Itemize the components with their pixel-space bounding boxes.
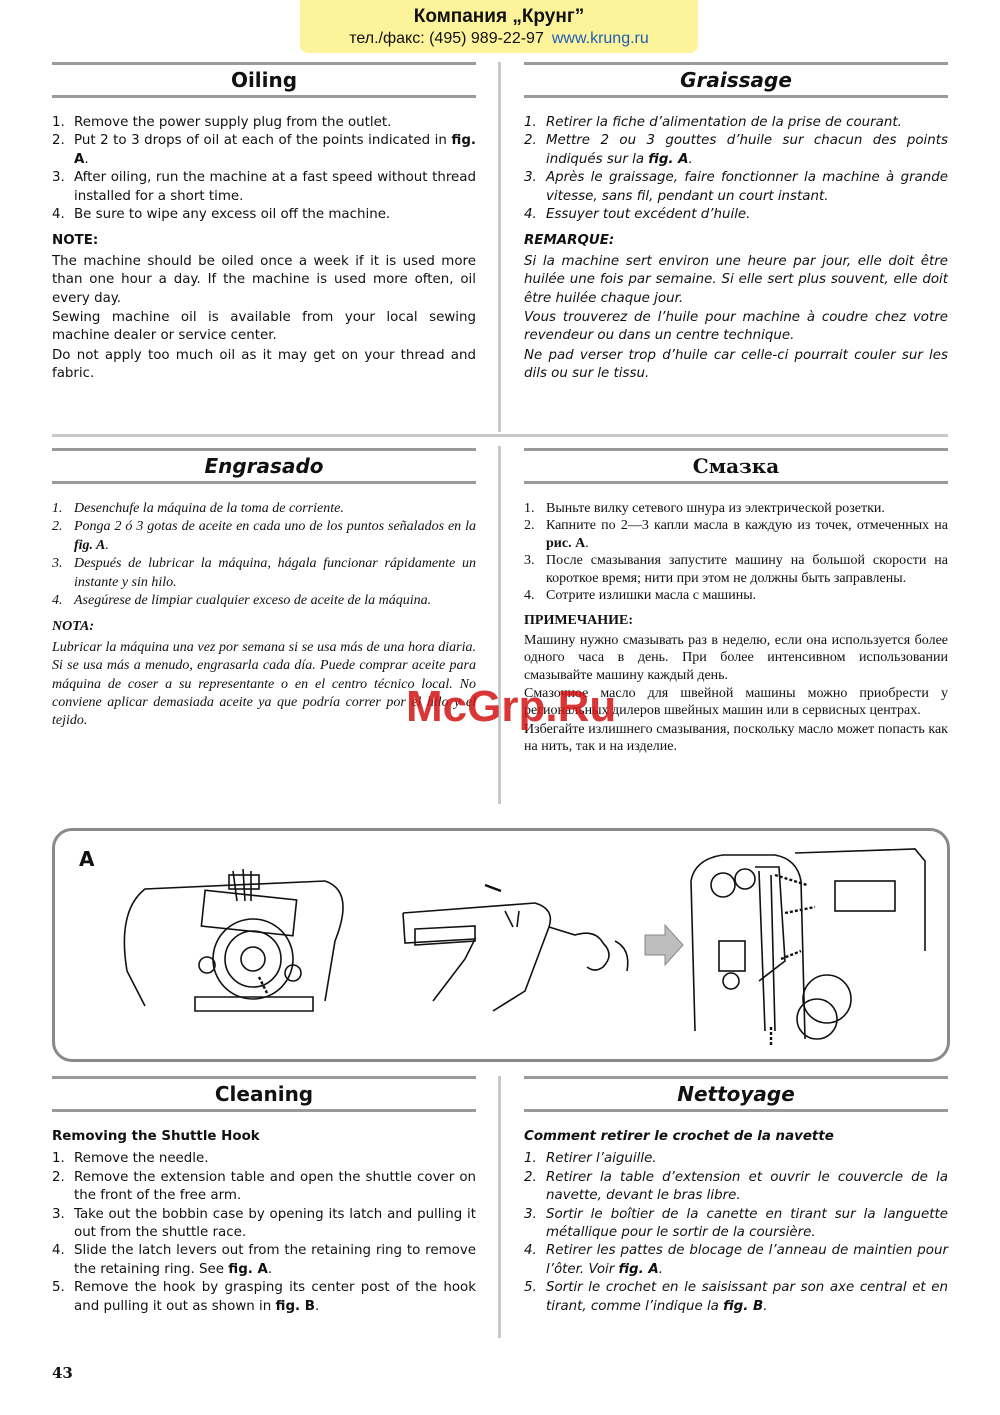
step-text: . (763, 1298, 768, 1314)
step-number: 4. (524, 207, 537, 223)
step-number: 3. (524, 170, 537, 186)
step-number: 3. (524, 553, 535, 569)
step-number: 4. (52, 207, 65, 223)
step-item (52, 1242, 476, 1279)
watermark: McGrp.Ru (406, 682, 617, 731)
figure-reference: fig. A (228, 1261, 268, 1277)
cleaning-subheading: Removing the Shuttle Hook (52, 1129, 260, 1144)
step-item (52, 169, 476, 206)
smazka-title: Смазка (524, 448, 948, 484)
oiling-note-paragraph: The machine should be oiled once a week if it is used more than one hour a day. If the machine is used more often, oil every day. (52, 253, 476, 306)
step-text: . (688, 151, 693, 167)
step-text: . (658, 1261, 664, 1277)
cleaning-steps (52, 1150, 476, 1316)
step-text: Sortir le boîtier de la canette en tirant sur la languette métallique pour le sortir de la coursière. (546, 1206, 948, 1241)
step-text: . (314, 1298, 320, 1314)
step-item (52, 1150, 476, 1168)
step-text: . (105, 537, 109, 553)
column-divider-top (498, 62, 501, 432)
graissage-note-paragraph: Si la machine sert environ une heure par jour, elle doit être huilée une fois par semaine. Si elle sert plus souvent, elle doit être huilée chaque jour. (524, 253, 948, 306)
engrasado-note-heading: NOTA: (52, 619, 94, 635)
step-item (524, 517, 948, 552)
step-number: 4. (52, 1243, 65, 1259)
nettoyage-section (524, 1076, 948, 1316)
figure-reference: fig. A (648, 151, 689, 167)
step-text: Retirer les pattes de blocage de l’anneau de maintien pour l’ôter. Voir (546, 1243, 948, 1277)
step-number: 2. (52, 519, 63, 535)
step-item (52, 1279, 476, 1316)
step-item (52, 1206, 476, 1243)
company-url[interactable]: www.krung.ru (551, 30, 649, 47)
engrasado-note-paragraph: Lubricar la máquina una vez por semana si se usa más de una hora diaria. Si se usa más a menudo, engrasarla cada día. Puede comprar aceite para máquina de coser a su representante o en el centro técnico local. No conviene aplicar demasiada aceite ya que podría correr por el hilo y el tejido. (52, 639, 476, 729)
step-item (52, 518, 476, 555)
head-interior-drawing (691, 849, 925, 1045)
step-text: Desenchufe la máquina de la toma de corriente. (74, 501, 344, 516)
step-item (524, 1150, 948, 1168)
step-text: . (84, 151, 89, 167)
figure-reference: рис. А (546, 535, 586, 551)
step-item (52, 114, 476, 132)
step-text: After oiling, run the machine at a fast speed without thread installed for a short time. (74, 170, 476, 204)
step-item (52, 1169, 476, 1206)
step-text: Retirer la table d’extension et ouvrir le couvercle de la navette, devant le bras libre. (546, 1169, 948, 1204)
step-item (524, 1242, 948, 1279)
step-item (524, 552, 948, 587)
step-text: . (267, 1261, 273, 1277)
step-item (524, 206, 948, 224)
smazka-steps (524, 500, 948, 604)
graissage-section (524, 62, 948, 385)
step-item (524, 132, 948, 169)
next-step-arrow-icon (645, 925, 683, 965)
step-text: Retirer l’aiguille. (546, 1151, 657, 1167)
step-item (524, 587, 948, 604)
step-number: 4. (52, 593, 63, 609)
smazka-note-paragraph: Избегайте излишнего смазывания, поскольку масло может попасть как на нить, так и на изделие. (524, 721, 948, 755)
step-text: Asegúrese de limpiar cualquier exceso de aceite de la máquina. (74, 593, 432, 609)
step-item (52, 132, 476, 169)
oiling-note-heading: NOTE: (52, 233, 99, 249)
step-number: 2. (524, 133, 537, 149)
graissage-title: Graissage (524, 62, 948, 98)
figure-reference: fig. A (618, 1261, 659, 1277)
oiling-title: Oiling (52, 62, 476, 98)
step-item (52, 206, 476, 224)
step-number: 1. (52, 1151, 65, 1167)
figure-reference: fig. B (275, 1298, 315, 1314)
step-number: 3. (52, 1206, 65, 1222)
step-number: 1. (524, 1151, 537, 1167)
step-item (524, 114, 948, 132)
figure-reference: fig. A (74, 537, 106, 553)
step-number: 1. (524, 115, 537, 130)
figure-a (52, 828, 950, 1062)
free-arm-drawing (403, 885, 628, 1011)
graissage-steps (524, 114, 948, 224)
nettoyage-subheading: Comment retirer le crochet de la navette (524, 1129, 834, 1144)
company-contact (300, 30, 698, 48)
step-text: Сотрите излишки масла с машины. (546, 588, 757, 604)
company-phone: тел./факс: (495) 989-22-97 (349, 30, 544, 47)
smazka-note-heading: ПРИМЕЧАНИЕ: (524, 613, 634, 629)
smazka-note-paragraph: Смазочное масло для швейной машины можно приобрести у региональных дилеров швейных машин или в сервисных центрах. (524, 686, 948, 719)
step-number: 1. (52, 501, 63, 516)
step-text: После смазывания запустите машину на большой скорости на короткое время; нити при этом не должны быть заправлены. (546, 553, 948, 586)
graissage-note-paragraph: Ne pad verser trop d’huile car celle-ci pourrait couler sur les dils ou sur le tissu. (524, 347, 948, 382)
engrasado-steps (52, 500, 476, 610)
page-number: 43 (52, 1364, 73, 1382)
step-number: 2. (524, 518, 535, 534)
step-text: Slide the latch levers out from the retaining ring to remove the retaining ring. See (74, 1243, 476, 1277)
row-divider (52, 434, 948, 437)
step-text: Sortir le crochet en le saisissant par son axe central et en tirant, comme l’indique la (546, 1280, 948, 1314)
step-text: Después de lubricar la máquina, hágala funcionar rápidamente un instante y sin hilo. (74, 556, 476, 590)
step-number: 5. (52, 1280, 65, 1296)
company-name: Компания „Крунг” (413, 6, 585, 27)
step-text: Put 2 to 3 drops of oil at each of the points indicated in (74, 133, 452, 149)
column-divider-bottom (498, 1076, 501, 1338)
step-text: Капните по 2—3 капли масла в каждую из точек, отмеченных на (546, 518, 948, 534)
step-item (524, 500, 948, 517)
step-text: Mettre 2 ou 3 gouttes d’huile sur chacun des points indiqués sur la (546, 133, 948, 167)
step-item (52, 555, 476, 592)
column-divider-middle (498, 446, 501, 804)
oiling-points-illustration (55, 831, 947, 1059)
graissage-note-paragraph: Vous trouverez de l’huile pour machine à coudre chez votre revendeur ou dans un centre technique. (524, 310, 948, 344)
step-text: Remove the extension table and open the shuttle cover on the front of the free arm. (74, 1169, 476, 1204)
step-text: Retirer la fiche d’alimentation de la prise de courant. (546, 115, 902, 130)
step-number: 4. (524, 588, 535, 604)
oiling-note-paragraph: Do not apply too much oil as it may get on your thread and fabric. (52, 347, 476, 382)
step-number: 3. (524, 1206, 537, 1222)
cleaning-title: Cleaning (52, 1076, 476, 1112)
engrasado-title: Engrasado (52, 448, 476, 484)
step-item (52, 592, 476, 610)
step-item (524, 1169, 948, 1206)
nettoyage-steps (524, 1150, 948, 1316)
nettoyage-title: Nettoyage (524, 1076, 948, 1112)
step-number: 2. (52, 1169, 65, 1185)
step-text: Après le graissage, faire fonctionner la machine à grande vitesse, sans fil, pendant un court instant. (546, 170, 948, 204)
step-item (52, 500, 476, 518)
step-text: Выньте вилку сетевого шнура из электрической розетки. (546, 501, 885, 516)
step-item (524, 1206, 948, 1243)
step-text: Remove the hook by grasping its center post of the hook and pulling it out as shown in (74, 1280, 476, 1314)
figure-label: A (79, 847, 95, 871)
step-text: Take out the bobbin case by opening its latch and pulling it out from the shuttle race. (74, 1206, 476, 1241)
step-item (524, 169, 948, 206)
figure-reference: fig. A (74, 133, 476, 167)
oiling-note-paragraph: Sewing machine oil is available from your local sewing machine dealer or service center. (52, 310, 476, 344)
company-banner (300, 0, 698, 53)
oiling-section (52, 62, 476, 385)
step-number: 1. (52, 115, 65, 130)
step-text: Ponga 2 ó 3 gotas de aceite en cada uno de los puntos señalados en la (74, 519, 476, 535)
step-text: Remove the power supply plug from the outlet. (74, 115, 392, 130)
graissage-note-heading: REMARQUE: (524, 233, 615, 249)
oiling-steps (52, 114, 476, 224)
step-text: Be sure to wipe any excess oil off the machine. (74, 207, 391, 223)
step-number: 3. (52, 170, 65, 186)
smazka-note-paragraph: Машину нужно смазывать раз в неделю, если она используется более одного часа в день. При более интенсивном использовании смазывайте машину каждый день. (524, 632, 948, 683)
step-number: 5. (524, 1280, 537, 1296)
step-number: 2. (524, 1169, 537, 1185)
figure-reference: fig. B (723, 1298, 764, 1314)
step-text: Essuyer tout excédent d’huile. (546, 207, 751, 223)
cleaning-section (52, 1076, 476, 1316)
step-text: Remove the needle. (74, 1151, 209, 1167)
step-number: 3. (52, 556, 63, 572)
step-number: 1. (524, 501, 535, 516)
step-number: 4. (524, 1243, 537, 1259)
step-item (524, 1279, 948, 1316)
step-number: 2. (52, 133, 65, 149)
step-text: . (585, 535, 589, 551)
shuttle-area-drawing (124, 869, 343, 1011)
